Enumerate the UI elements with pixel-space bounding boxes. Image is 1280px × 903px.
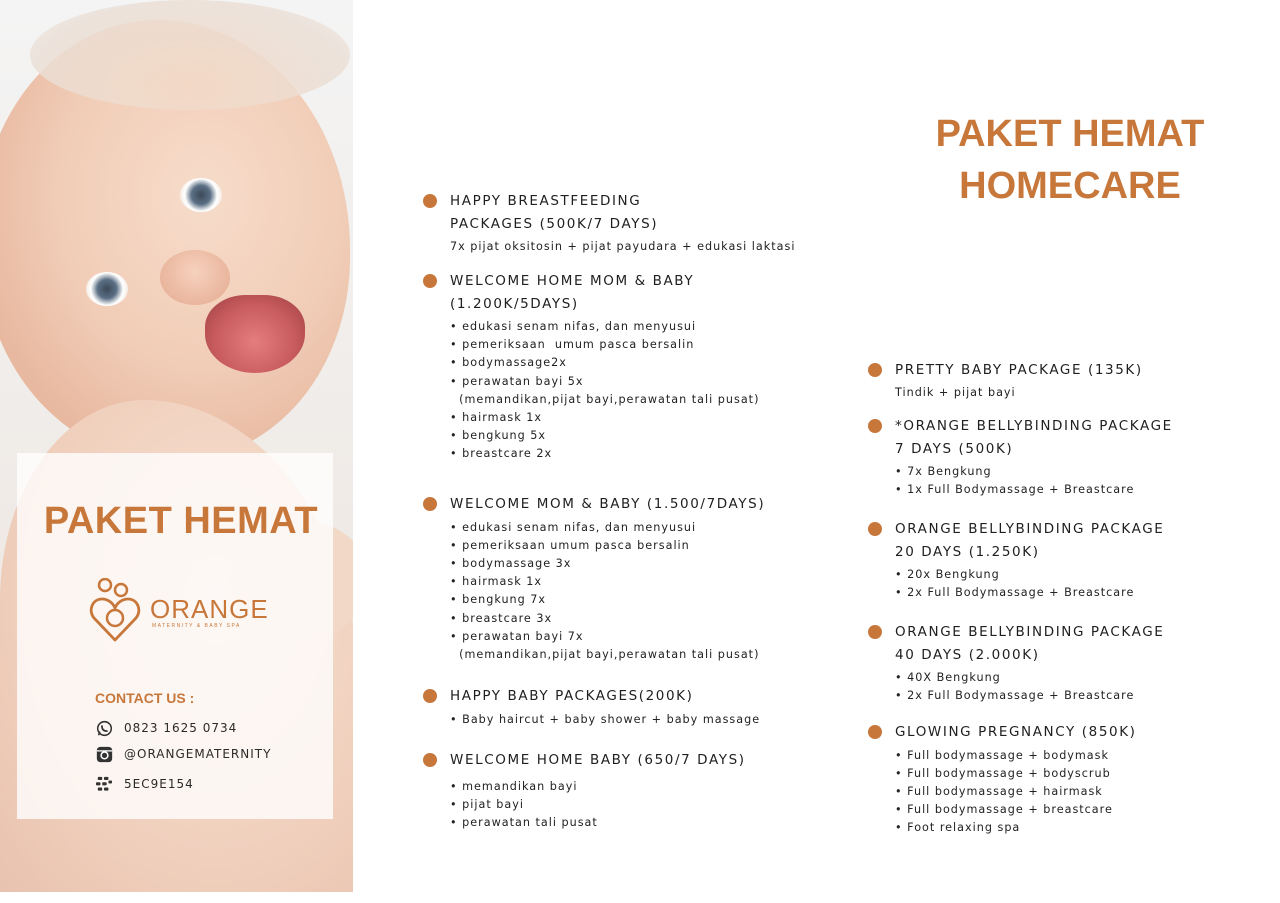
package-title	[450, 749, 746, 772]
package-title	[895, 359, 1143, 382]
page-title-line2: HOMECARE	[959, 165, 1181, 207]
bullet-dot-icon	[868, 725, 882, 739]
package-item: • breastcare 3x	[450, 611, 553, 625]
package-title	[450, 493, 765, 516]
package-title-line: GLOWING PREGNANCY (850K)	[895, 724, 1137, 740]
package-bellybinding-7	[868, 415, 1173, 499]
bullet-dot-icon	[868, 522, 882, 536]
contact-title: CONTACT US :	[95, 690, 195, 706]
package-item: • perawatan bayi 5x	[450, 374, 584, 388]
package-pretty-baby	[868, 359, 1143, 402]
package-title	[895, 721, 1137, 744]
bullet-dot-icon	[423, 689, 437, 703]
package-bellybinding-40	[868, 621, 1164, 705]
package-title-line: 40 DAYS (2.000K)	[895, 646, 1040, 663]
contact-bbm-text: 5EC9E154	[124, 777, 194, 791]
package-bellybinding-20	[868, 518, 1164, 602]
package-item: • Foot relaxing spa	[895, 821, 1021, 835]
package-title-line: HAPPY BABY PACKAGES(200K)	[450, 688, 694, 704]
package-item: • bengkung 7x	[450, 593, 547, 607]
package-item: • 7x Bengkung	[895, 465, 992, 478]
package-items	[895, 747, 1137, 838]
package-item: • 1x Full Bodymassage + Breastcare	[895, 483, 1135, 497]
bullet-dot-icon	[868, 419, 882, 433]
package-title-line: PRETTY BABY PACKAGE (135K)	[895, 362, 1143, 378]
package-glowing-pregnancy	[868, 721, 1137, 838]
bullet-dot-icon	[868, 363, 882, 377]
package-title-line: WELCOME HOME MOM & BABY	[450, 273, 695, 289]
package-items	[450, 778, 746, 833]
package-title-line: (1.200K/5DAYS)	[450, 295, 579, 312]
package-title-line: *ORANGE BELLYBINDING PACKAGE	[895, 418, 1173, 434]
package-items	[895, 463, 1173, 499]
package-item: (memandikan,pijat bayi,perawatan tali pusat)	[450, 392, 760, 406]
package-welcome-home-baby	[423, 749, 746, 832]
bullet-dot-icon	[423, 753, 437, 767]
package-items	[895, 669, 1164, 705]
package-item: • perawatan tali pusat	[450, 815, 598, 829]
bullet-dot-icon	[423, 274, 437, 288]
package-title	[895, 518, 1164, 563]
package-item: • 40X Bengkung	[895, 671, 1001, 684]
package-item: • bodymassage2x	[450, 356, 567, 370]
package-item: • memandikan bayi	[450, 779, 578, 793]
bullet-dot-icon	[868, 625, 882, 639]
package-item: • Full bodymassage + hairmask	[895, 784, 1103, 798]
package-item: • Full bodymassage + bodymask	[895, 748, 1109, 762]
package-item: 7x pijat oksitosin + pijat payudara + edukasi laktasi	[450, 240, 796, 253]
package-happy-breastfeeding	[423, 190, 795, 256]
package-happy-baby	[423, 685, 760, 729]
package-item: • 2x Full Bodymassage + Breastcare	[895, 689, 1135, 703]
package-item: • 2x Full Bodymassage + Breastcare	[895, 586, 1135, 600]
package-item: • pemeriksaan umum pasca bersalin	[450, 538, 690, 552]
baby-eye-left	[86, 272, 128, 306]
page-title	[910, 108, 1230, 212]
package-title-line: ORANGE BELLYBINDING PACKAGE	[895, 624, 1165, 640]
contact-phone-text: 0823 1625 0734	[124, 721, 238, 735]
package-title	[450, 190, 795, 235]
package-items	[895, 566, 1164, 602]
package-items	[450, 238, 795, 256]
package-title	[895, 415, 1173, 460]
page-title-line1: PAKET HEMAT	[935, 113, 1205, 155]
whatsapp-icon	[95, 719, 113, 737]
package-title-line: ORANGE BELLYBINDING PACKAGE	[895, 521, 1165, 537]
contact-instagram	[95, 745, 271, 763]
left-panel-title: PAKET HEMAT	[43, 500, 319, 542]
package-item: • Full bodymassage + breastcare	[895, 803, 1113, 817]
package-welcome-mom-baby	[423, 493, 765, 664]
contact-instagram-text: @ORANGEMATERNITY	[124, 747, 272, 761]
package-items	[450, 711, 760, 729]
package-item: • Baby haircut + baby shower + baby massage	[450, 712, 761, 726]
bullet-dot-icon	[423, 194, 437, 208]
package-title-line: 7 DAYS (500K)	[895, 440, 1014, 457]
package-title	[450, 270, 759, 315]
package-title	[895, 621, 1164, 666]
package-item: • bengkung 5x	[450, 429, 547, 443]
package-items	[450, 519, 765, 665]
package-title-line: WELCOME MOM & BABY (1.500/7DAYS)	[450, 496, 766, 512]
package-item: • perawatan bayi 7x	[450, 629, 584, 643]
package-item: • hairmask 1x	[450, 575, 542, 589]
instagram-icon	[95, 745, 113, 763]
package-item: (memandikan,pijat bayi,perawatan tali pusat)	[450, 647, 760, 661]
package-items	[450, 318, 759, 464]
package-item: Tindik + pijat bayi	[895, 385, 1016, 399]
package-item: • 20x Bengkung	[895, 568, 1000, 581]
baby-eye-right	[180, 178, 222, 212]
package-title-line: PACKAGES (500K/7 DAYS)	[450, 215, 659, 232]
package-item: • pemeriksaan umum pasca bersalin	[450, 338, 695, 352]
package-title-line: HAPPY BREASTFEEDING	[450, 193, 642, 209]
blackberry-icon	[95, 775, 113, 793]
package-title-line: 20 DAYS (1.250K)	[895, 543, 1040, 560]
package-item: • bodymassage 3x	[450, 556, 572, 570]
logo-wordmark: ORANGE	[150, 594, 269, 624]
baby-mouth	[205, 295, 305, 373]
package-title	[450, 685, 760, 708]
contact-phone	[95, 719, 237, 737]
package-item: • hairmask 1x	[450, 411, 542, 425]
bullet-dot-icon	[423, 497, 437, 511]
baby-nose	[160, 250, 230, 305]
logo-tagline: MATERNITY & BABY SPA	[152, 623, 241, 629]
contact-bbm	[95, 775, 194, 793]
package-welcome-home-mom-baby	[423, 270, 759, 464]
package-item: • pijat bayi	[450, 797, 524, 811]
package-item: • edukasi senam nifas, dan menyusui	[450, 320, 697, 333]
baby-hair-shape	[30, 0, 350, 110]
package-item: • Full bodymassage + bodyscrub	[895, 766, 1111, 780]
package-item: • breastcare 2x	[450, 447, 553, 461]
package-items	[895, 384, 1143, 402]
package-title-line: WELCOME HOME BABY (650/7 DAYS)	[450, 752, 746, 768]
package-item: • edukasi senam nifas, dan menyusui	[450, 520, 697, 534]
